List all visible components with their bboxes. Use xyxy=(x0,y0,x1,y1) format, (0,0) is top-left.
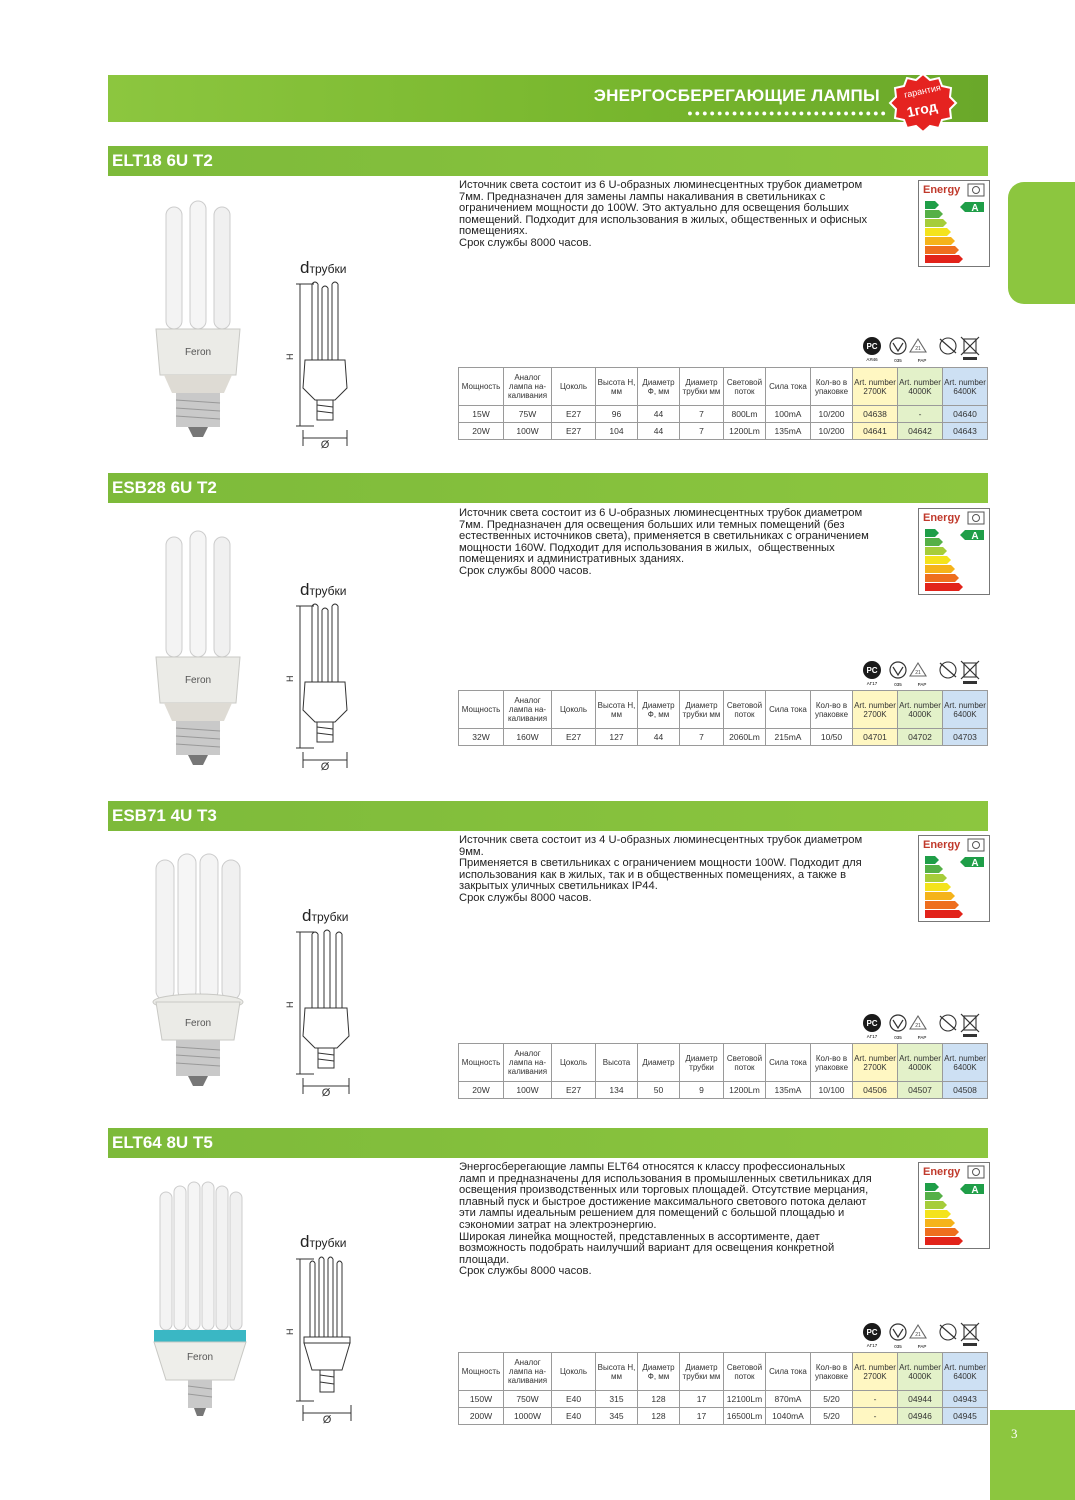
svg-text:A: A xyxy=(971,531,979,542)
header-bar xyxy=(108,75,988,122)
lamp-photo xyxy=(148,195,248,440)
section-title-bar xyxy=(108,146,988,176)
certification-icons xyxy=(860,1012,990,1042)
section-title: ELT18 6U T2 xyxy=(112,151,213,170)
svg-text:АГ17: АГ17 xyxy=(866,681,878,686)
spec-table xyxy=(458,1352,988,1425)
section-title-bar xyxy=(108,473,988,503)
lamp-drawing xyxy=(285,928,365,1103)
svg-text:Ø: Ø xyxy=(320,761,330,773)
section-description: Источник света состоит из 6 U-образных люминесцентных трубок диаметром 7мм. Предназначен для освещения больших или темных помещений (без естественных источников света), применяется в светильниках с ограничением мощности 160W. Подходит для использования в жилых, общественных помещениях и административных зданиях. Срок службы 8000 часов. xyxy=(459,507,869,577)
spec-table xyxy=(458,690,988,746)
table-row: 32W 160W E27 127 44 7 2060Lm 215mA 10/50 04701 04702 04703 xyxy=(459,729,988,746)
svg-text:PAP: PAP xyxy=(917,358,927,363)
guarantee-badge xyxy=(888,72,958,134)
header-title: ЭНЕРГОСБЕРЕГАЮЩИЕ ЛАМПЫ xyxy=(593,86,880,105)
brand-logo: Feron xyxy=(184,1018,212,1029)
section-title: ELT64 8U T5 xyxy=(112,1133,213,1152)
section-title-bar xyxy=(108,801,988,831)
table-row: 15W 75W E27 96 44 7 800Lm 100mA 10/200 04638 - 04640 xyxy=(459,406,988,423)
section-description: Источник света состоит из 4 U-образных люминесцентных трубок диаметром 9мм. Применяется в светильниках с ограничением мощности 100W. Подходит для использования как в жилых, так и в общественных помещениях, а также в закрытых уличных светильниках IP44. Срок службы 8000 часов. xyxy=(459,834,863,904)
svg-text:АЯ46: АЯ46 xyxy=(866,357,878,362)
energy-class: A xyxy=(971,203,979,214)
certification-icons xyxy=(860,1321,990,1351)
side-tab xyxy=(1008,182,1075,304)
tube-diameter-label: dтрубки xyxy=(300,1232,347,1251)
svg-text:A: A xyxy=(971,858,979,869)
svg-text:21: 21 xyxy=(915,346,921,352)
spec-table xyxy=(458,1043,988,1099)
svg-text:PC: PC xyxy=(866,1328,878,1337)
energy-label xyxy=(918,1162,990,1249)
svg-text:21: 21 xyxy=(915,1023,921,1029)
svg-text:H: H xyxy=(285,353,295,360)
energy-label xyxy=(918,180,990,267)
svg-text:A: A xyxy=(971,1185,979,1196)
guarantee-value-text: 1год xyxy=(905,98,939,121)
lamp-drawing xyxy=(285,280,365,455)
svg-text:PC: PC xyxy=(866,342,878,351)
table-row: 200W 1000W E40 345 128 17 16500Lm 1040mA 5/20 - 04946 04945 xyxy=(459,1408,988,1425)
svg-text:035: 035 xyxy=(894,682,902,687)
tube-diameter-label: dтрубки xyxy=(302,906,349,925)
page-number-tab xyxy=(990,1410,1075,1500)
brand-logo: Feron xyxy=(184,675,212,686)
table-row: 150W 750W E40 315 128 17 12100Lm 870mA 5/20 - 04944 04943 xyxy=(459,1391,988,1408)
svg-text:Energy: Energy xyxy=(923,839,961,851)
tube-diameter-label: dтрубки xyxy=(300,258,347,277)
svg-text:H: H xyxy=(285,1328,295,1335)
certification-icons xyxy=(860,659,990,689)
svg-text:Ø: Ø xyxy=(321,1087,331,1099)
table-header-row: Мощность Аналог лампа на-каливания Цоколь Высота Диаметр Диаметр трубки Световой поток Сила тока Кол-во в упаковке Art. number 2700K Art. number 4000K Art. number 6400K xyxy=(459,1044,988,1082)
svg-text:035: 035 xyxy=(894,1035,902,1040)
svg-text:Energy: Energy xyxy=(923,1166,961,1178)
section-title-bar xyxy=(108,1128,988,1158)
energy-label xyxy=(918,508,990,595)
energy-word: Energy xyxy=(923,184,961,196)
energy-label xyxy=(918,835,990,922)
svg-text:PAP: PAP xyxy=(917,682,927,687)
brand-logo: Feron xyxy=(186,1352,214,1363)
lamp-drawing xyxy=(285,1255,365,1430)
spec-table xyxy=(458,367,988,440)
brand-logo: Feron xyxy=(184,347,212,358)
svg-text:PC: PC xyxy=(866,1019,878,1028)
lamp-photo xyxy=(148,850,248,1095)
section-description: Энергосберегающие лампы ELT64 относятся к классу профессиональных ламп и предназначены для использования в промышленных светильниках для освещения производственных или торговых площадей. Отсутствие мерцания, плавный пуск и быстрое достижение максимального светового потока делают эти лампы идеальным решением для помещений с большой площадью и сэкономии затрат на электроэнергию. Широкая линейка мощностей, представленных в ассортименте, дает возможность подобрать наилучший вариант для освещения конкретной площади. Срок службы 8000 часов. xyxy=(459,1161,872,1278)
svg-text:PAP: PAP xyxy=(917,1344,927,1349)
svg-text:21: 21 xyxy=(915,670,921,676)
table-header-row: Мощность Аналог лампа на-каливания Цоколь Высота Н, мм Диаметр Ф, мм Диаметр трубки мм Световой поток Сила тока Кол-во в упаковке Art. number 2700K Art. number 4000K Art. number 6400K xyxy=(459,368,988,406)
section-description: Источник света состоит из 6 U-образных люминесцентных трубок диаметром 7мм. Предназначен для замены лампы накаливания в светильниках с ограничением мощности до 100W. Это актуально для освещения больших помещений. Подходит для использования в жилых, общественных и офисных помещениях. Срок службы 8000 часов. xyxy=(459,179,868,249)
tube-diameter-label: dтрубки xyxy=(300,580,347,599)
section-title: ESB28 6U T2 xyxy=(112,478,217,497)
svg-text:H: H xyxy=(285,675,295,682)
table-header-row: Мощность Аналог лампа на-каливания Цоколь Высота Н, мм Диаметр Ф, мм Диаметр трубки мм Световой поток Сила тока Кол-во в упаковке Art. number 2700K Art. number 4000K Art. number 6400K xyxy=(459,1353,988,1391)
svg-text:21: 21 xyxy=(915,1332,921,1338)
svg-text:АГ17: АГ17 xyxy=(866,1034,878,1039)
lamp-photo xyxy=(148,525,248,770)
svg-text:PAP: PAP xyxy=(917,1035,927,1040)
svg-text:PC: PC xyxy=(866,666,878,675)
svg-text:035: 035 xyxy=(894,358,902,363)
lamp-drawing xyxy=(285,602,365,777)
svg-text:Ø: Ø xyxy=(322,1414,332,1426)
svg-text:H: H xyxy=(285,1001,295,1008)
lamp-photo xyxy=(150,1180,250,1420)
svg-text:Ø: Ø xyxy=(320,439,330,451)
table-header-row: Мощность Аналог лампа на-каливания Цоколь Высота Н, мм Диаметр Ф, мм Диаметр трубки мм Световой поток Сила тока Кол-во в упаковке Art. number 2700K Art. number 4000K Art. number 6400K xyxy=(459,691,988,729)
certification-icons xyxy=(860,335,990,365)
section-title: ESB71 4U T3 xyxy=(112,806,217,825)
guarantee-top-text: гарантия xyxy=(903,82,942,100)
page-number: 3 xyxy=(1011,1426,1018,1441)
svg-text:Energy: Energy xyxy=(923,512,961,524)
table-row: 20W 100W E27 104 44 7 1200Lm 135mA 10/200 04641 04642 04643 xyxy=(459,423,988,440)
svg-text:035: 035 xyxy=(894,1344,902,1349)
svg-text:АГ17: АГ17 xyxy=(866,1343,878,1348)
table-row: 20W 100W E27 134 50 9 1200Lm 135mA 10/100 04506 04507 04508 xyxy=(459,1082,988,1099)
header-dots: ●●●●●●●●●●●●●●●●●●●●●●●●●●● xyxy=(687,108,888,118)
